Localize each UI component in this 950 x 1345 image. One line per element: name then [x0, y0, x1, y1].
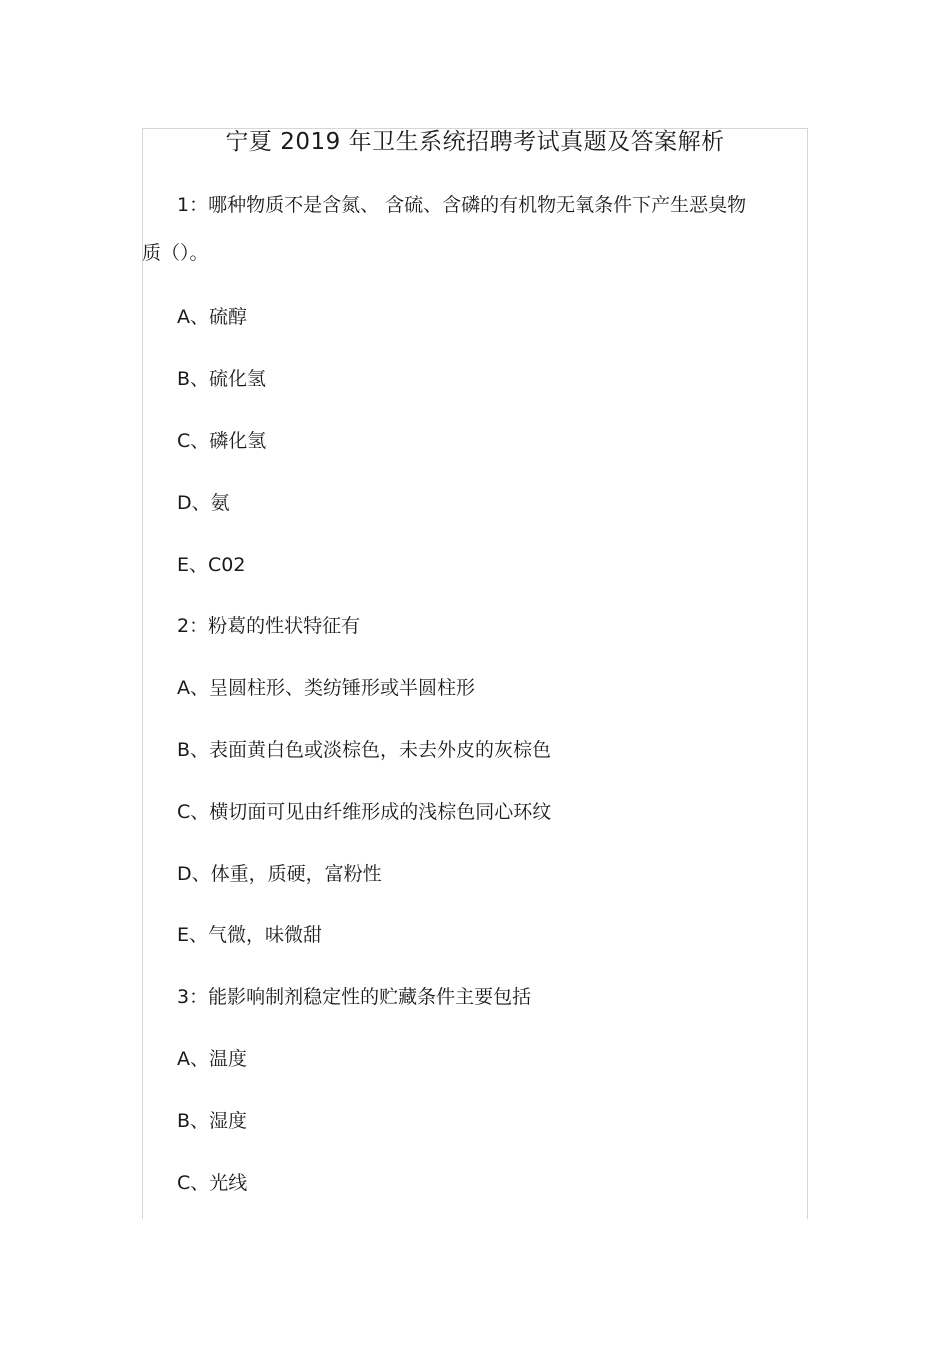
question-3-option-a: A、温度 [177, 1048, 247, 1070]
question-3-stem: 3：能影响制剂稳定性的贮藏条件主要包括 [177, 986, 532, 1008]
question-1-option-b: B、硫化氢 [177, 368, 267, 390]
question-1-option-e: E、C02 [177, 554, 246, 576]
question-3-option-b: B、湿度 [177, 1110, 248, 1132]
question-2-option-c: C、横切面可见由纤维形成的浅棕色同心环纹 [177, 801, 552, 823]
question-1-option-d: D、氨 [177, 492, 230, 514]
question-1-option-c: C、磷化氢 [177, 430, 267, 452]
question-1-option-a: A、硫醇 [177, 306, 247, 328]
question-3-option-c: C、光线 [177, 1172, 248, 1194]
question-2-option-d: D、体重，质硬，富粉性 [177, 863, 382, 885]
question-2-option-a: A、呈圆柱形、类纺锤形或半圆柱形 [177, 677, 475, 699]
question-2-option-b: B、表面黄白色或淡棕色，未去外皮的灰棕色 [177, 739, 552, 761]
document-title: 宁夏 2019 年卫生系统招聘考试真题及答案解析 [225, 129, 725, 155]
question-2-option-e: E、气微，味微甜 [177, 924, 323, 946]
question-2-stem: 2：粉葛的性状特征有 [177, 615, 361, 637]
question-1-stem-continued: 质（）。 [142, 242, 209, 264]
question-1-stem: 1：哪种物质不是含氮、 含硫、含磷的有机物无氧条件下产生恶臭物 [177, 194, 747, 216]
